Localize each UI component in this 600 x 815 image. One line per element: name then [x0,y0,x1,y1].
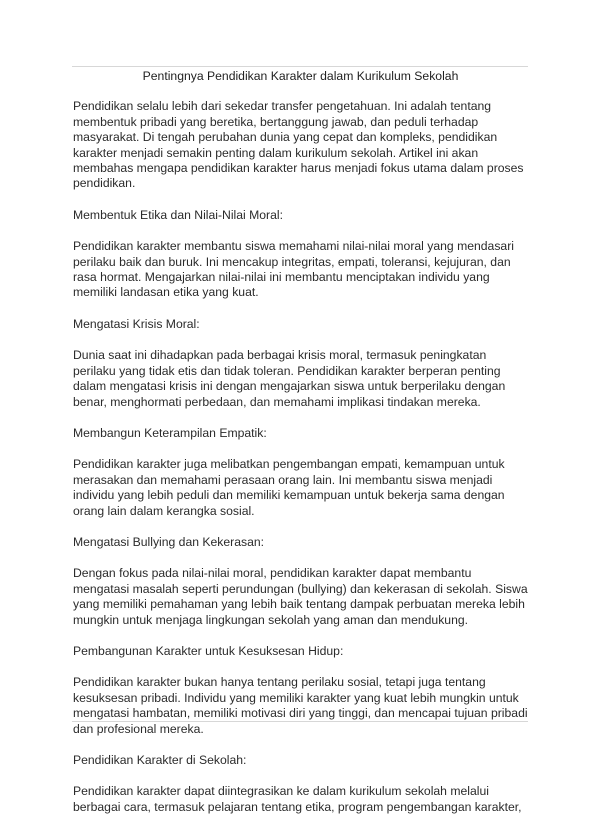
section-body-5: Pendidikan karakter bukan hanya tentang perilaku sosial, tetapi juga tentang kesuksesan pribadi. Individu yang memiliki karakter yang kuat lebih mungkin untuk mengatasi hambatan, memiliki motivasi diri yang tinggi, dan mencapai tujuan pribadi dan profesional mereka. [73,675,528,736]
section-body-2: Dunia saat ini dihadapkan pada berbagai krisis moral, termasuk peningkatan perilaku yang tidak etis dan tidak toleran. Pendidikan karakter berperan penting dalam mengatasi krisis ini dengan mengajarkan siswa untuk berperilaku dengan benar, menghormati perbedaan, dan memahami implikasi tindakan mereka. [73,348,506,409]
document-title: Pentingnya Pendidikan Karakter dalam Kurikulum Sekolah [142,69,459,83]
section-heading-3: Membangun Keterampilan Empatik: [73,425,267,440]
section-heading-5: Pembangunan Karakter untuk Kesuksesan Hidup: [73,643,344,658]
intro-paragraph: Pendidikan selalu lebih dari sekedar transfer pengetahuan. Ini adalah tentang membentuk pribadi yang beretika, bertanggung jawab, dan peduli terhadap masyarakat. Di tengah perubahan dunia yang cepat dan kompleks, pendidikan karakter menjadi semakin penting dalam kurikulum sekolah. Artikel ini akan membahas mengapa pendidikan karakter harus menjadi fokus utama dalam proses pendidikan. [73,99,524,191]
document-content [73,66,528,814]
bottom-divider [72,721,528,722]
section-body-4: Dengan fokus pada nilai-nilai moral, pendidikan karakter dapat membantu mengatasi masalah seperti perundungan (bullying) dan kekerasan di sekolah. Siswa yang memiliki pemahaman yang lebih baik tentang dampak perbuatan mereka lebih mungkin untuk menjaga lingkungan sekolah yang aman dan mendukung. [73,566,528,627]
section-heading-6: Pendidikan Karakter di Sekolah: [73,753,247,767]
section-body-3: Pendidikan karakter juga melibatkan pengembangan empati, kemampuan untuk merasakan dan memahami perasaan orang lain. Ini membantu siswa menjadi individu yang lebih peduli dan memiliki kemampuan untuk bekerja sama dengan orang lain dalam kerangka sosial. [73,457,505,518]
section-heading-2: Mengatasi Krisis Moral: [73,316,200,331]
section-body-6: Pendidikan karakter dapat diintegrasikan ke dalam kurikulum sekolah melalui berbagai cara, termasuk pelajaran tentang etika, program pengembangan karakter, [73,784,522,814]
section-heading-4: Mengatasi Bullying dan Kekerasan: [73,534,265,549]
section-body-1: Pendidikan karakter membantu siswa memahami nilai-nilai moral yang mendasari perilaku baik dan buruk. Ini mencakup integritas, empati, toleransi, kejujuran, dan rasa hormat. Mengajarkan nilai-nilai ini membantu menciptakan individu yang memiliki landasan etika yang kuat. [73,239,514,300]
section-heading-1: Membentuk Etika dan Nilai-Nilai Moral: [73,207,283,222]
